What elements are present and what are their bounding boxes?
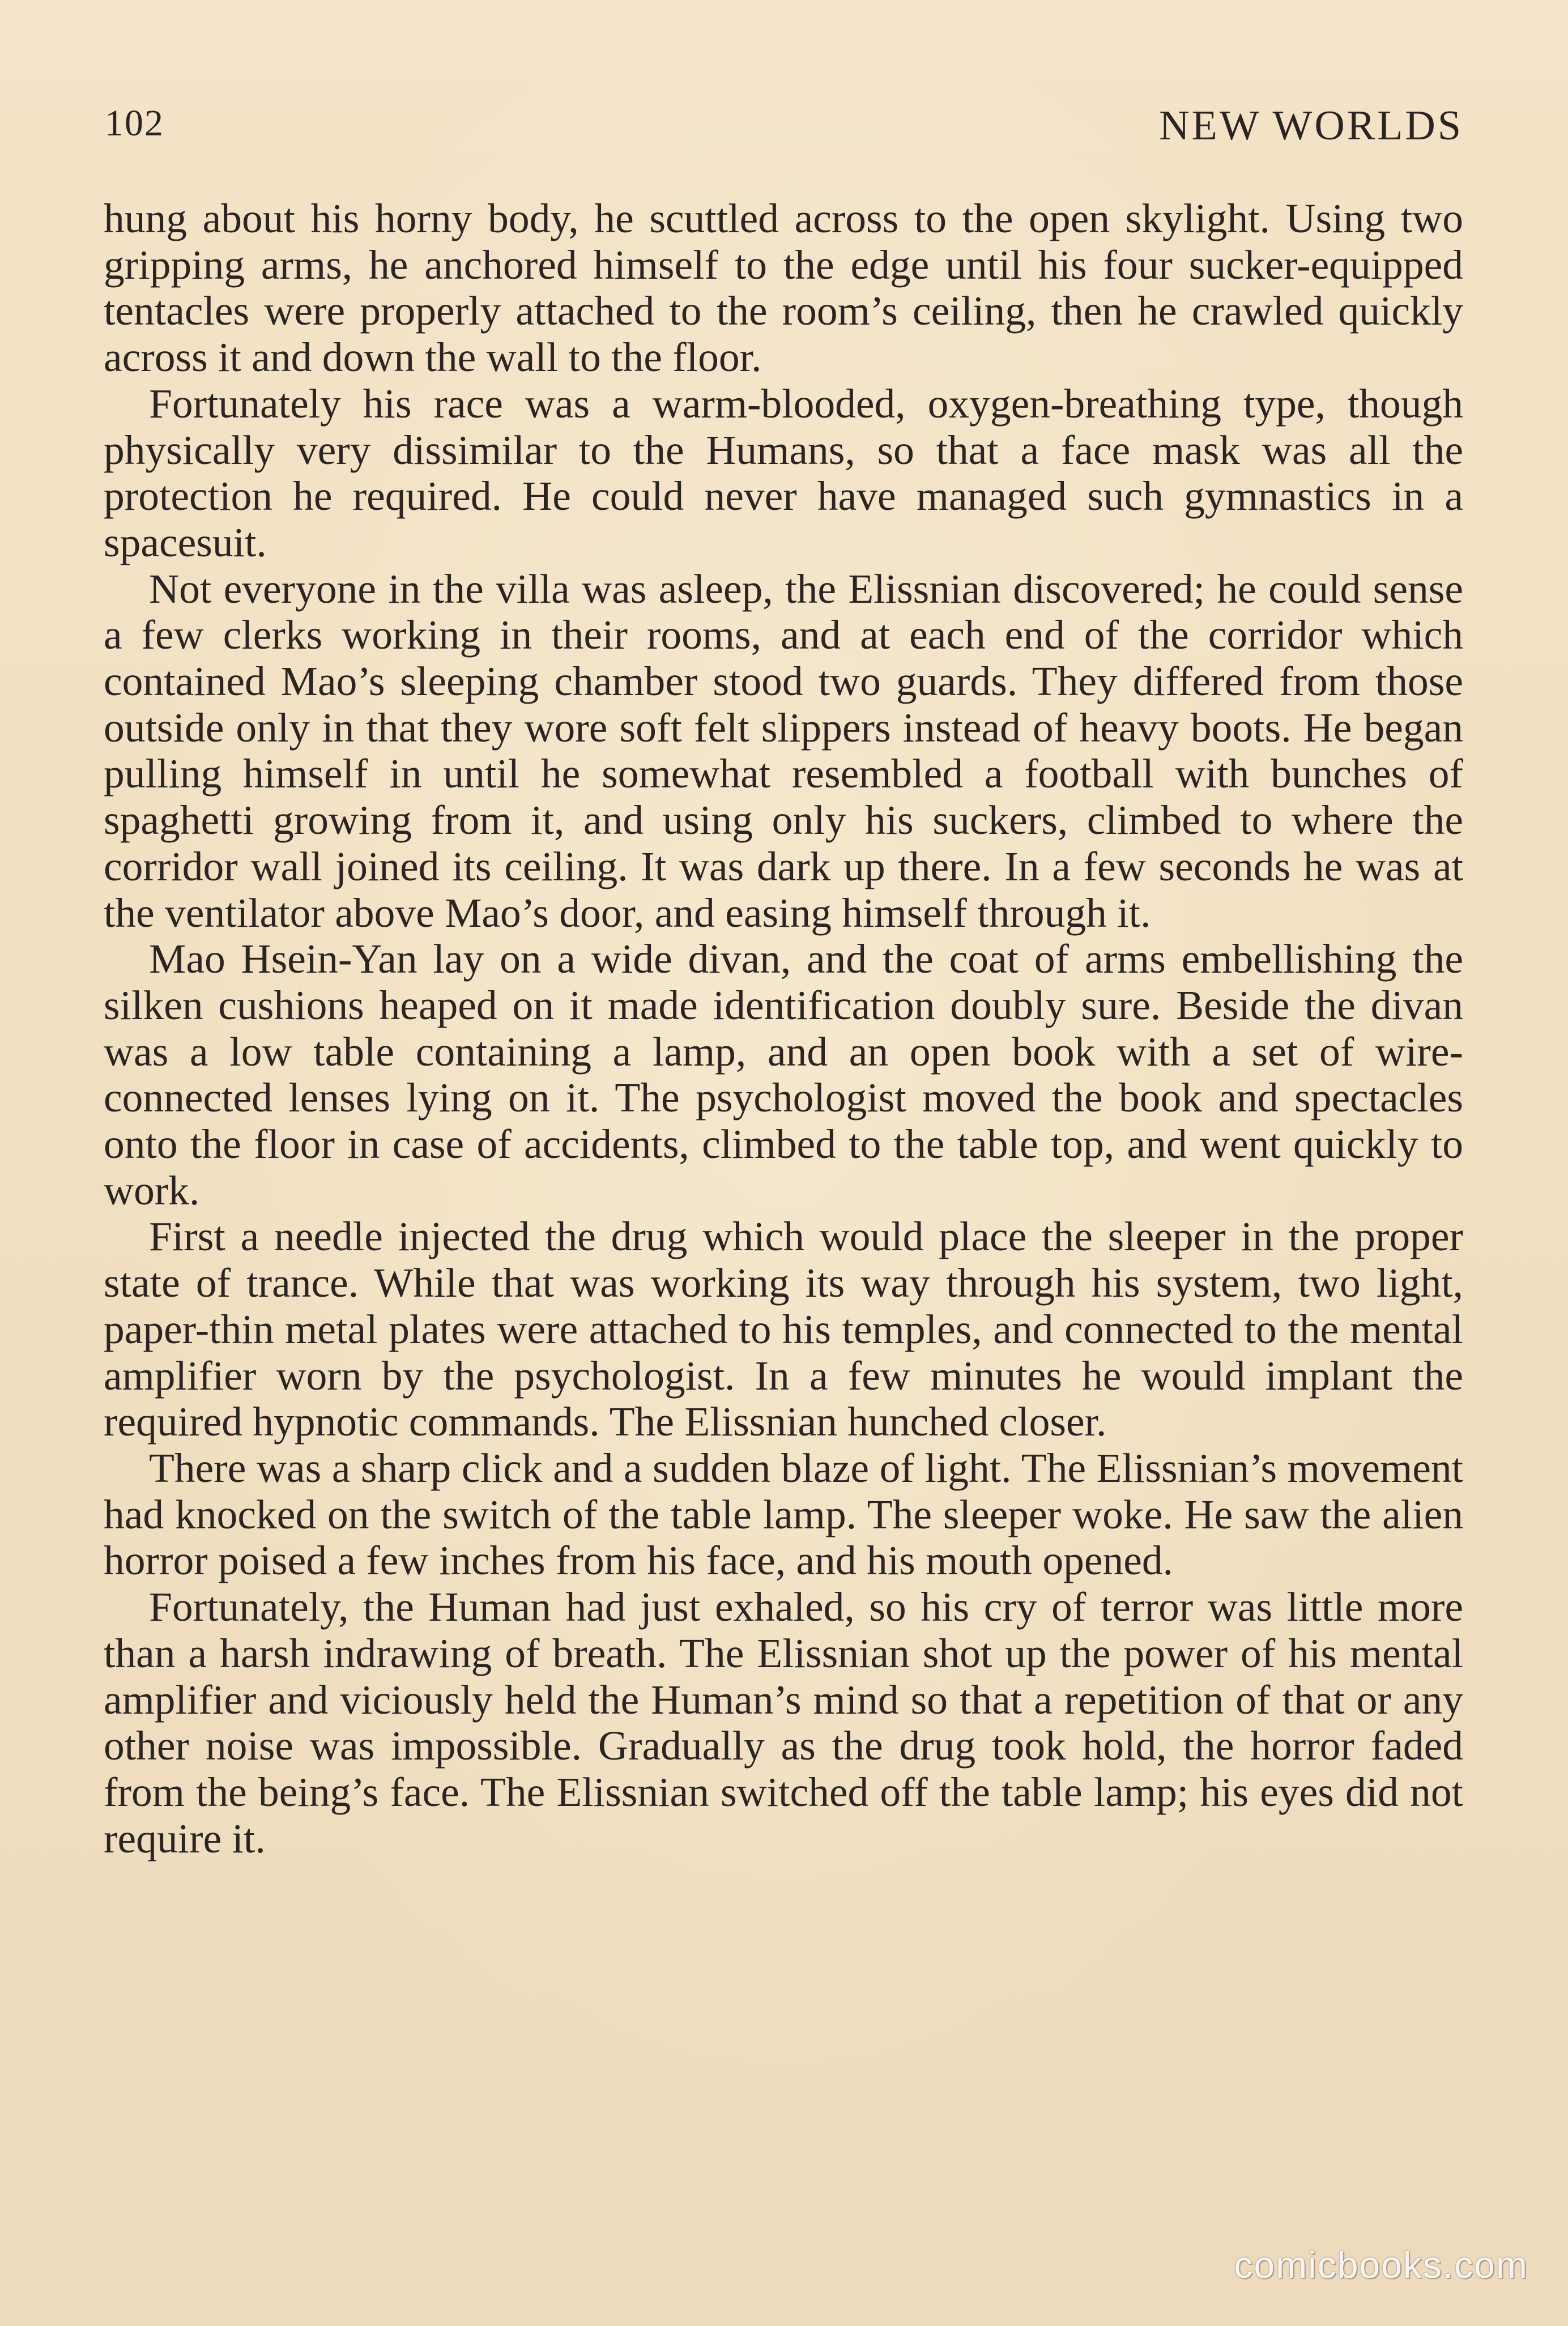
paragraph: First a needle injected the drug which would place the sleeper in the proper state of trance. While that was working its way through his system, two light, paper-thin metal plates were attached to his temples, and connected to the mental amplifier worn by the psychologist. In a few minutes he would implant the required hypnotic commands. The Elissnian hunched closer. [104,1213,1463,1445]
paragraph: Not everyone in the villa was asleep, the Elissnian discovered; he could sense a few clerks working in their rooms, and at each end of the corridor which contained Mao’s sleeping chamber stood two guards. They differed from those outside only in that they wore soft felt slippers instead of heavy boots. He began pulling himself in until he somewhat resembled a football with bunches of spaghetti growing from it, and using only his suckers, climbed to where the corridor wall joined its ceiling. It was dark up there. In a few seconds he was at the ventilator above Mao’s door, and easing himself through it. [104,565,1463,936]
paragraph: hung about his horny body, he scuttled across to the open skylight. Using two gripping arms, he anchored himself to the edge until his four sucker-equipped tentacles were properly attached to the room’s ceiling, then he crawled quickly across it and down the wall to the floor. [104,195,1463,381]
watermark: comicbooks.com [1234,2244,1528,2286]
paragraph: Mao Hsein-Yan lay on a wide divan, and the coat of arms embellishing the silken cushions heaped on it made identification doubly sure. Beside the divan was a low table containing a lamp, and an open book with a set of wire-connected lenses lying on it. The psychologist moved the book and spectacles onto the floor in case of accidents, climbed to the table top, and went quickly to work. [104,936,1463,1213]
story-text [104,195,1463,1861]
running-header [105,102,1463,164]
journal-title: NEW WORLDS [1159,103,1463,149]
page-number: 102 [105,103,164,144]
paragraph: There was a sharp click and a sudden blaze of light. The Elissnian’s movement had knocked on the switch of the table lamp. The sleeper woke. He saw the alien horror poised a few inches from his face, and his mouth opened. [104,1445,1463,1584]
paragraph: Fortunately his race was a warm-blooded, oxygen-breathing type, though physically very dissimilar to the Humans, so that a face mask was all the protection he required. He could never have managed such gymnastics in a spacesuit. [104,380,1463,565]
paragraph: Fortunately, the Human had just exhaled, so his cry of terror was little more than a harsh indrawing of breath. The Elissnian shot up the power of his mental amplifier and viciously held the Human’s mind so that a repetition of that or any other noise was impossible. Gradually as the drug took hold, the horror faded from the being’s face. The Elissnian switched off the table lamp; his eyes did not require it. [104,1584,1463,1861]
